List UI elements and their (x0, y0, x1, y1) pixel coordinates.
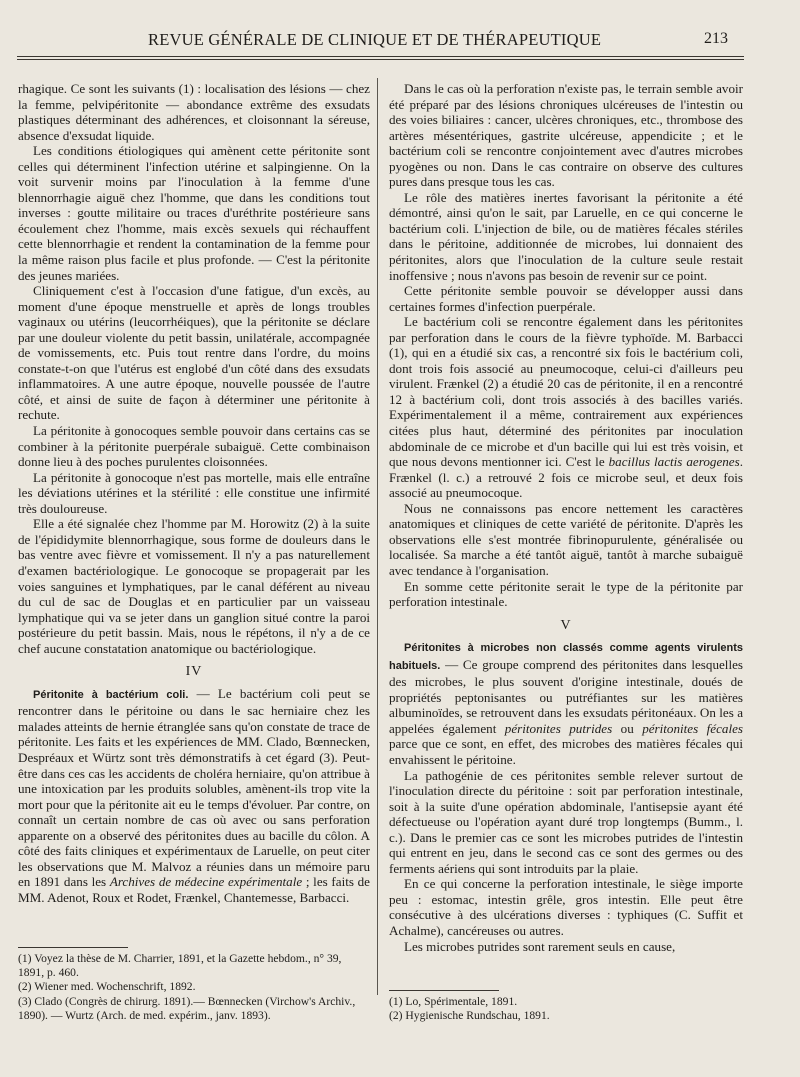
paragraph-text: Le bactérium coli se rencontre également dans les péritonites par perforation dans le cours de la fièvre typhoïde. M. Barbacci (1), qui en a étudié six cas, a rencontré six fois le bactérium coli, dont trois fois associé au pneumocoque, celui-ci d'ailleurs peu virulent. Frænkel (2) a étudié 20 cas de péritonite, il en a rencontré 12 à bactérium coli, dont trois associés à des bacilles variés. Expérimentalement il a même, contrairement aux expériences citées plus haut, déterminé des péritonites par inoculation abdominale de ce microbe et d'un bacille qui lui est très voisin, et que nous devons mentionner ici. C'est le (389, 314, 743, 470)
paragraph: En somme cette péritonite serait le type de la péritonite par perforation intestinale. (389, 578, 743, 610)
header-rule-thick (17, 59, 744, 60)
header-rule-thin (17, 56, 744, 57)
run-in-heading: Péritonite à bactérium coli. (33, 688, 189, 701)
term-italic: péritonites putrides (504, 720, 613, 736)
footnote: (2) Wiener med. Wochenschrift, 1892. (18, 980, 196, 994)
left-footnotes (18, 947, 370, 1023)
right-column (389, 81, 743, 954)
paragraph: La pathogénie de ces péritonites semble relever surtout de l'inoculation directe du péritoine : soit par perforation intestinale, soit à la suite d'une opération abdominale, l'antisepsie ayant été défectueuse ou l'opération ayant duré trop longtemps (Bumm., l. c.). Dans le premier cas ce sont les microbes putrides de l'intestin qui entrent en jeu, dans le second cas ce sont des germes ou des ferments aériens qui sont introduits par la plaie. (389, 767, 743, 876)
species-name: bacillus lactis aerogenes (608, 454, 740, 470)
running-header (0, 30, 800, 52)
paragraph: La péritonite à gonocoques semble pouvoir dans certains cas se combiner à la péritonite puerpérale subaiguë. Cette combinaison donne lieu à des poches purulentes cloisonnées. (18, 423, 370, 470)
paragraph (18, 686, 370, 906)
page-number: 213 (704, 30, 728, 47)
footnote: (2) Hygienische Rundschau, 1891. (389, 1009, 550, 1023)
footnote: (1) Voyez la thèse de M. Charrier, 1891, et la Gazette hebdom., n° 39, 1891, p. 460. (18, 952, 342, 980)
paragraph: Nous ne connaissons pas encore nettement les caractères anatomiques et cliniques de cette variété de péritonite. D'après les observations elle s'est montrée fibrinopurulente, généralisée ou localisée. Sa marche a été tantôt aiguë, tantôt à marche subaiguë avec tendance à l'organisation. (389, 500, 743, 578)
paragraph: Cette péritonite semble pouvoir se développer aussi dans certaines formes d'infection puerpérale. (389, 283, 743, 314)
section-heading: IV (185, 664, 203, 680)
journal-citation: Archives de médecine expérimentale (109, 874, 303, 890)
paragraph: Le rôle des matières inertes favorisant la péritonite a été démontré, ainsi qu'on le sait, par Laruelle, en ce qui concerne le bactérium coli. L'injection de bile, ou de matières fécales stériles dans le péritoine, additionnée de microbes, lui donnaient des péritonites, alors que l'inoculation de la culture seule restait inoffensive ; nous n'avons pas besoin de revenir sur ce point. (389, 189, 743, 283)
run-in-heading: Péritonites à microbes non classés comme agents virulents habituels. (389, 642, 743, 672)
journal-title: REVUE GÉNÉRALE DE CLINIQUE ET DE THÉRAPEUTIQUE (148, 30, 602, 49)
paragraph: En ce qui concerne la perforation intestinale, le siège importe peu : estomac, intestin grêle, gros intestin. Elle peut être consécutive à des ulcérations diverses : typhiques (C. Suffit et Achalme), cancéreuses ou autres. (389, 876, 743, 938)
paragraph: Les microbes putrides sont rarement seuls en cause, (404, 938, 676, 954)
paragraph-text: parce que ce sont, en effet, des microbes des matières fécales qui envahissent le péritoine. (389, 736, 743, 767)
paragraph: Cliniquement c'est à l'occasion d'une fatigue, d'un excès, au moment d'une époque menstruelle et après de longs troubles vaginaux ou utérins (leucorrhéiques), que la péritonite se déclare par une douleur violente du petit bassin, unilatérale, accompagnée de vomissements, etc. Puis tout rentre dans l'ordre, du moins constate-t-on que l'utérus est englobé d'un côté dans des exsudats inflammatoires. A une autre époque, nouvelle poussée de l'autre côté, et ainsi de suite de façon à déterminer une péritonite à rechute. (18, 283, 370, 423)
section-heading: V (560, 617, 572, 633)
paragraph: Les conditions étiologiques qui amènent cette péritonite sont celles qui déterminent l'infection utérine et salpingienne. On la voit survenir moins par l'inoculation à la femme d'une blennorrhagie aiguë chez l'homme, que dans les conditions tout inverses : goutte militaire ou traces d'uréthrite postérieure sans écoulement chez l'homme, mais excès sexuels qui réchauffent cette blennorrhagie et rendent la contamination de la femme pour la même raison plus facile et plus profonde. — C'est la péritonite des jeunes mariées. (18, 143, 370, 283)
paragraph (389, 639, 743, 767)
paragraph: Dans le cas où la perforation n'existe pas, le terrain semble avoir été préparé par des lésions chroniques ulcéreuses de l'intestin ou des voies biliaires : cancer, ulcères chroniques, etc., thrombose des artères mésentériques, gastrite ulcéreuse, appendicite ; et le bactérium coli se rencontre conjointement avec d'autres microbes pyogènes ou non. Dans le cas contraire on observe des cultures pures dans presque tous les cas. (389, 81, 743, 190)
paragraph-text: — Ce groupe comprend des péritonites dans lesquelles des microbes, le plus souvent d'origine intestinale, doués de propriétés peptonisantes ou putréfiantes sur les matières albuminoïdes, se retrouvent dans les exsudats péritonéaux. On les a appelées également (389, 656, 743, 736)
paragraph-text: ; les faits de MM. Adenot, Roux et Rodet, Frænkel, Chantemesse, Barbacci. (18, 874, 370, 905)
paragraph (389, 314, 743, 501)
footnote-rule (389, 990, 499, 991)
right-footnotes (389, 990, 743, 1023)
paragraph-text: ou (612, 720, 643, 736)
paragraph-text: . Frænkel (l. c.) a retrouvé 2 fois ce microbe seul, et deux fois associé au pneumocoque. (389, 454, 743, 501)
footnote: (3) Clado (Congrès de chirurg. 1891).— Bœnnecken (Virchow's Archiv., 1890). — Wurtz (Arch. de med. expérim., janv. 1893). (18, 994, 356, 1022)
paragraph: rhagique. Ce sont les suivants (1) : localisation des lésions — chez la femme, pelvipéritonite — abondance extrême des exsudats plastiques déterminant des adhérences, et cloisonnant la séreuse, absence d'exsudat liquide. (18, 81, 370, 143)
paragraph-text: — Le bactérium coli peut se rencontrer dans le péritoine ou dans le sac herniaire chez les malades atteints de hernie étranglée sans qu'on constate de trace de péritonite. Les faits et les expériences de MM. Clado, Bœnnecken, Despréaux et Würtz sont très démonstratifs à cet égard (3). Peut-être dans ces cas les accidents de choléra herniaire, qu'on attribue à une intoxication par les produits solubles, amènent-ils trop vite la mort pour que la péritonite ait eu le temps d'évoluer. Par contre, on connaît un certain nombre de cas où avec ou sans perforation apparente on a observé des péritonites dues au bacille du côlon. A côté des faits cliniques et expérimentaux de Laruelle, on peut citer les observations que M. Malvoz a réunies dans un mémoire paru en 1891 dans les (18, 685, 370, 890)
paragraph: La péritonite à gonocoque n'est pas mortelle, mais elle entraîne les déviations utérines et la stérilité : elle constitue une infirmité très douloureuse. (18, 469, 370, 516)
footnote: (1) Lo, Spérimentale, 1891. (389, 995, 518, 1008)
term-italic: péritonites fécales (642, 720, 744, 736)
left-column (18, 81, 370, 905)
paragraph: Elle a été signalée chez l'homme par M. Horowitz (2) à la suite de l'épididymite blennorrhagique, sous forme de douleurs dans le bas ventre avec fièvre et vomissement. Il n'y a pas naturellement d'examen bactériologique. Le gonocoque se propagerait par les voies sanguines et lymphatiques, par le canal déférent au niveau du cul de sac de Douglas et en particulier par un vaisseau lymphatique qui va se jeter dans un ganglion situé contre la paroi postérieure du petit bassin. Mais, nous le répétons, il n'y a de ce chef aucune constatation anatomique ou bactériologique. (18, 516, 370, 656)
footnote-rule (18, 947, 128, 948)
column-separator (377, 78, 378, 995)
